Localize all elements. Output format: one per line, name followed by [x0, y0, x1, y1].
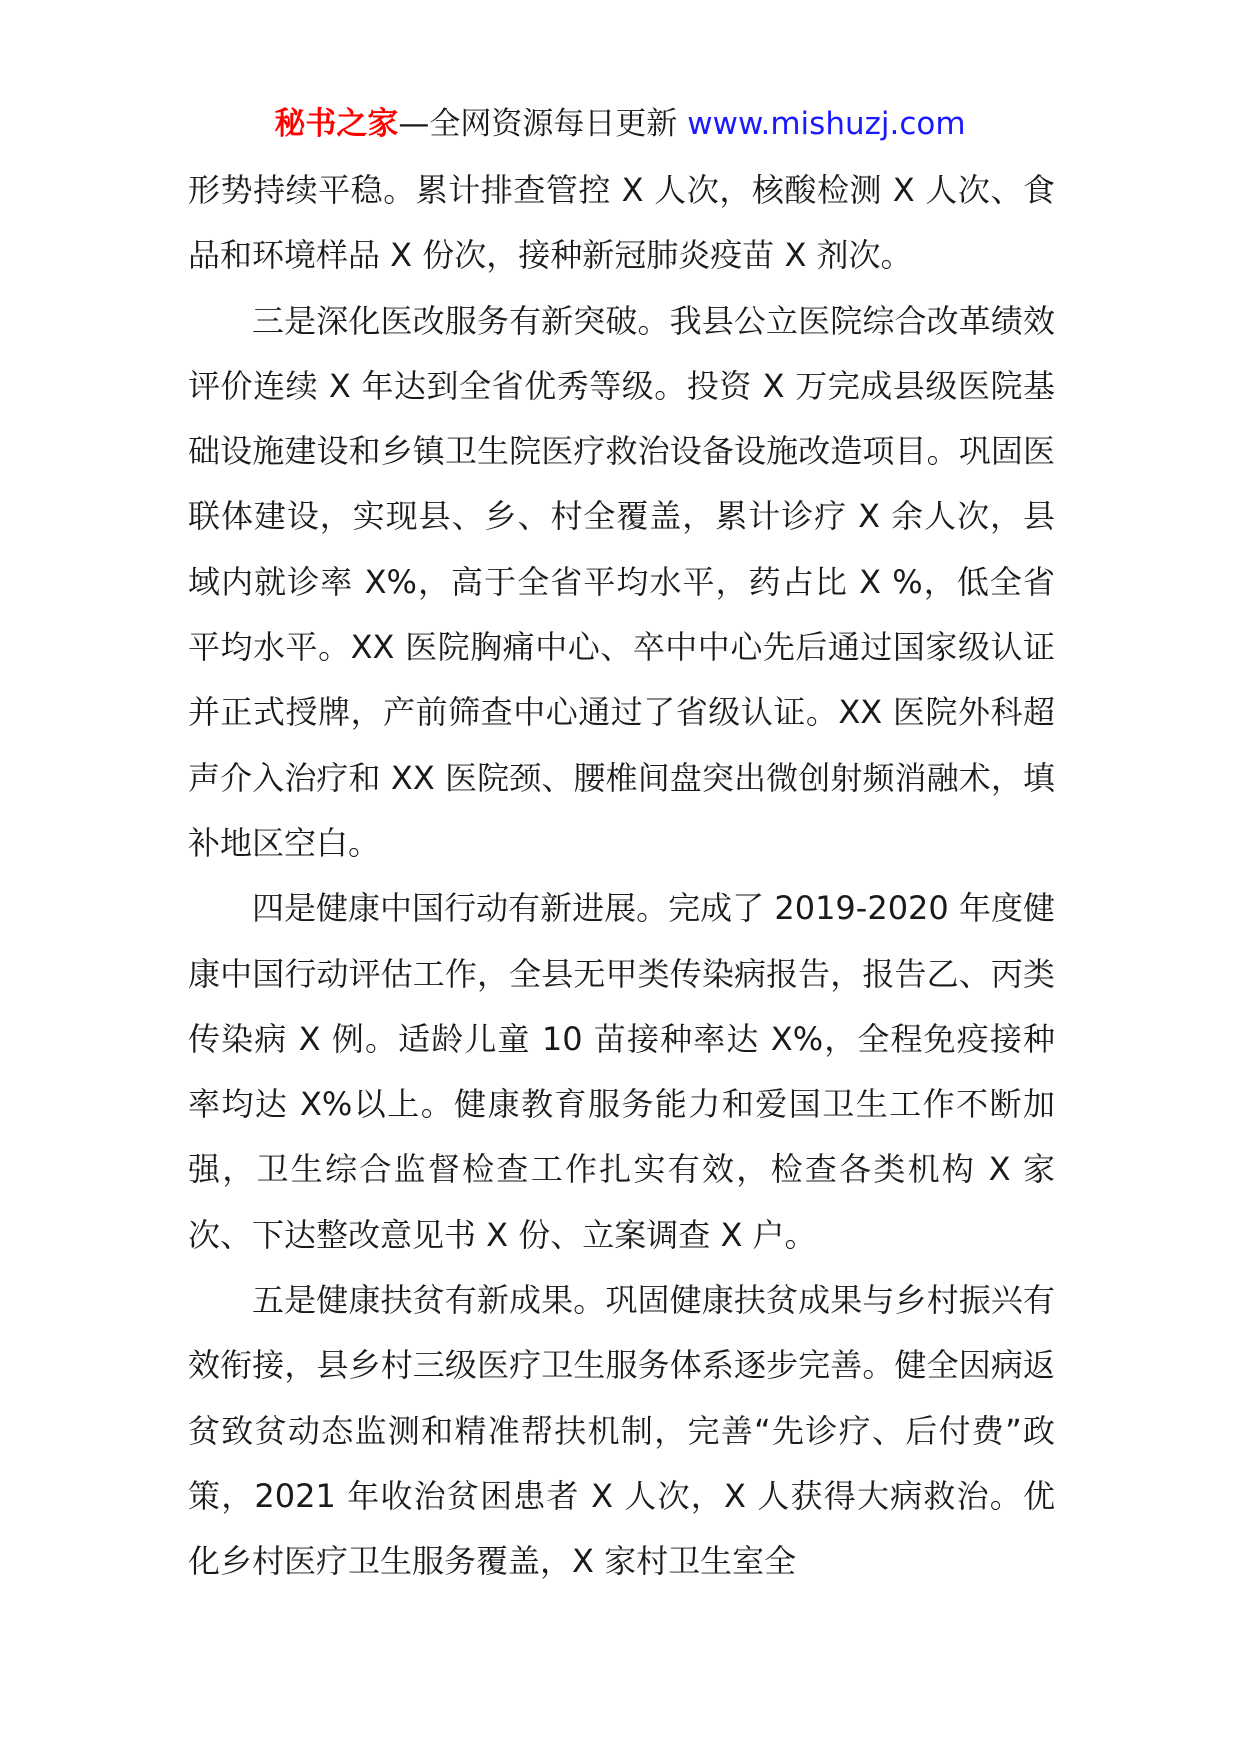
site-slogan: —全网资源每日更新	[398, 106, 678, 142]
paragraph-continuation: 形势持续平稳。累计排查管控 X 人次，核酸检测 X 人次、食品和环境样品 X 份次，接种新冠肺炎疫苗 X 剂次。	[188, 171, 1055, 275]
page-header	[0, 100, 1240, 148]
paragraph-medical-reform: 三是深化医改服务有新突破。我县公立医院综合改革绩效评价连续 X 年达到全省优秀等级。投资 X 万完成县级医院基础设施建设和乡镇卫生院医疗救治设备设施改造项目。巩固医联体建设，实现县、乡、村全覆盖，累计诊疗 X 余人次，县域内就诊率 X%，高于全省平均水平，药占比 X %，低全省平均水平。XX 医院胸痛中心、卒中中心先后通过国家级认证并正式授牌，产前筛查中心通过了省级认证。XX 医院外科超声介入治疗和 XX 医院颈、腰椎间盘突出微创射频消融术，填补地区空白。	[188, 301, 1055, 862]
site-brand: 秘书之家	[274, 106, 399, 142]
site-url[interactable]: www.mishuzj.com	[687, 106, 966, 142]
document-body	[188, 158, 1055, 1595]
paragraph-health-poverty: 五是健康扶贫有新成果。巩固健康扶贫成果与乡村振兴有效衔接，县乡村三级医疗卫生服务体系逐步完善。健全因病返贫致贫动态监测和精准帮扶机制，完善“先诊疗、后付费”政策，2021 年收治贫困患者 X 人次，X 人获得大病救治。优化乡村医疗卫生服务覆盖，X 家村卫生室全	[188, 1281, 1055, 1581]
paragraph-healthy-china: 四是健康中国行动有新进展。完成了 2019-2020 年度健康中国行动评估工作，全县无甲类传染病报告，报告乙、丙类传染病 X 例。适龄儿童 10 苗接种率达 X%，全程免疫接种率均达 X%以上。健康教育服务能力和爱国卫生工作不断加强，卫生综合监督检查工作扎实有效，检查各类机构 X 家次、下达整改意见书 X 份、立案调查 X 户。	[188, 889, 1055, 1254]
